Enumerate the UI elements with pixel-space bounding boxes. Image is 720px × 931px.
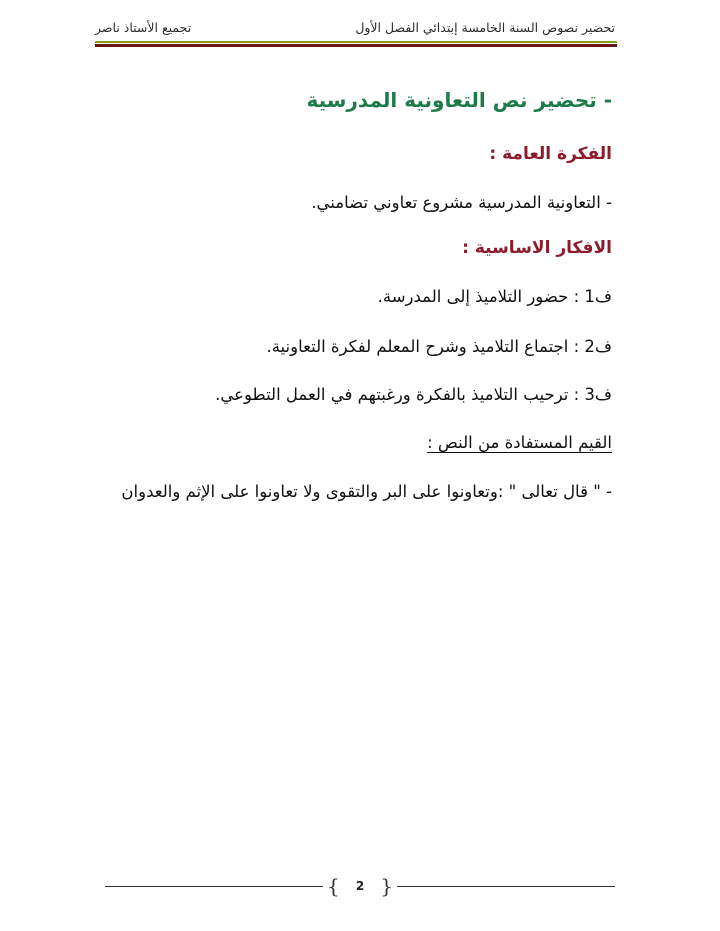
header-credit: تجميع الأستاذ ناصر: [95, 20, 192, 35]
footer-right-brace: }: [380, 874, 393, 898]
general-idea-text: - التعاونية المدرسية مشروع تعاوني تضامني.: [311, 193, 612, 212]
values-text: - " قال تعالى " :وتعاونوا على البر والتقوى ولا تعاونوا على الإثم والعدوان: [121, 482, 612, 501]
main-ideas-heading: الافكار الاساسية :: [462, 238, 612, 258]
header-rule-top: [95, 41, 617, 43]
page-header: [95, 18, 615, 40]
footer-right-line: [397, 886, 615, 887]
main-idea-3: ف3 : ترحيب التلاميذ بالفكرة ورغبتهم في العمل التطوعي.: [215, 385, 612, 404]
footer-left-brace: {: [327, 874, 340, 898]
document-title: - تحضير نص التعاونية المدرسية: [306, 88, 612, 112]
page-number: 2: [355, 879, 365, 893]
general-idea-heading: الفكرة العامة :: [489, 144, 612, 164]
header-title: تحضير نصوص السنة الخامسة إبتدائي الفصل الأول: [355, 20, 615, 35]
header-rule-bottom: [95, 44, 617, 47]
header-rule: [95, 41, 617, 48]
page-footer: [105, 872, 615, 902]
main-idea-1: ف1 : حضور التلاميذ إلى المدرسة.: [377, 287, 612, 306]
main-idea-2: ف2 : اجتماع التلاميذ وشرح المعلم لفكرة التعاونية.: [266, 337, 612, 356]
values-heading: القيم المستفادة من النص :: [427, 433, 612, 452]
